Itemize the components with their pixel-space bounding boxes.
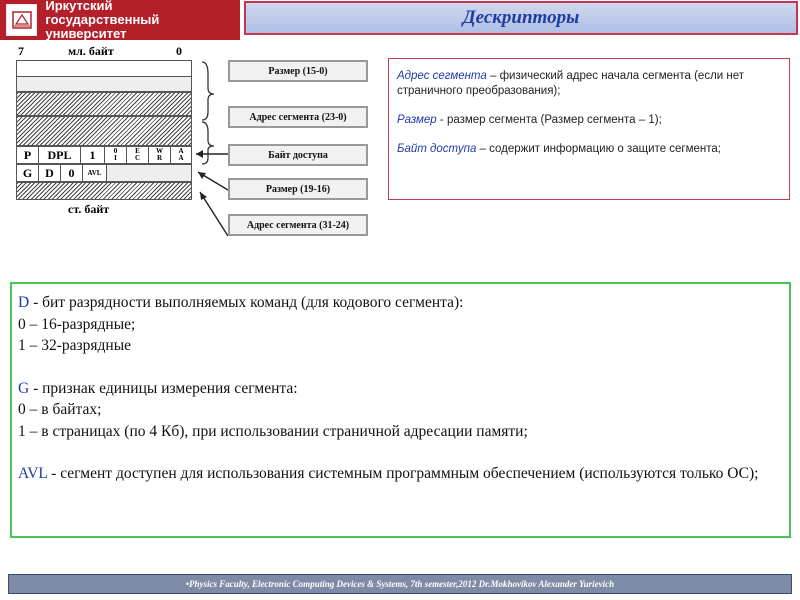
flags-row: [16, 164, 192, 182]
field-address-31-24: Адрес сегмента (31-24): [228, 214, 368, 236]
d-bit: D: [39, 165, 61, 181]
low-byte-label: мл. байт: [68, 44, 114, 58]
field-address-23-0: Адрес сегмента (23-0): [228, 106, 368, 128]
bracket-left-upper: [202, 62, 214, 120]
d-value-1: 1 – 32-разрядные: [18, 337, 132, 354]
university-name-line1: Иркутский: [45, 0, 113, 13]
type-bit-w-r: W R: [149, 147, 171, 163]
footer-text: •Physics Faculty, Electronic Computing Devices & Systems, 7th semester,2012 Dr.Mokhovikov Alexander Yurievich: [185, 579, 615, 589]
footer: [8, 574, 792, 594]
page-title: Дескрипторы: [462, 7, 580, 28]
university-name: [45, 0, 240, 41]
field-access-byte: Байт доступа: [228, 144, 368, 166]
university-emblem-icon: [6, 4, 37, 36]
descriptor-row-2: [16, 76, 192, 92]
g-bit: G: [17, 165, 39, 181]
university-name-line2: государственный университет: [45, 12, 160, 41]
avl-definition: AVL - сегмент доступен для использования системным программным обеспечением (используются только ОС);: [18, 465, 759, 482]
arrow-address-high: [200, 192, 228, 236]
type-bit-0-i: 0 I: [105, 147, 127, 163]
d-value-0: 0 – 16-разрядные;: [18, 315, 136, 333]
descriptor-row-7: [16, 182, 192, 200]
size-19-16-bits: [107, 165, 191, 181]
bit-index-left: 7: [18, 44, 24, 58]
description-address: Адрес сегмента – физический адрес начала сегмента (если нет страничного преобразования);: [397, 70, 745, 97]
descriptor-diagram: [12, 44, 372, 244]
d-definition: D - бит разрядности выполняемых команд (для кодового сегмента):: [18, 294, 464, 311]
descriptor-row-1: [16, 60, 192, 76]
g-definition: G - признак единицы измерения сегмента:: [18, 379, 298, 397]
university-logo-bar: [0, 0, 240, 40]
brackets-and-arrows: [192, 60, 232, 250]
g-value-1: 1 – в страницах (по 4 Кб), при использовании страничной адресации памяти;: [18, 422, 528, 440]
bracket-left-lower: [202, 122, 214, 164]
arrow-access-byte-head: [196, 150, 203, 158]
p-bit: P: [17, 147, 39, 163]
type-bit-e-c: E C: [127, 147, 149, 163]
s-bit: 1: [81, 147, 105, 163]
field-size-15-0: Размер (15-0): [228, 60, 368, 82]
access-byte-row: [16, 146, 192, 164]
high-byte-label: ст. байт: [68, 202, 110, 216]
field-size-19-16: Размер (19-16): [228, 178, 368, 200]
avl-bit: AVL: [83, 165, 107, 181]
main-text-box: [10, 282, 791, 538]
description-access-byte: Байт доступа – содержит информацию о защите сегмента;: [397, 143, 722, 155]
description-box: [388, 58, 790, 200]
descriptor-row-4: [16, 116, 192, 146]
descriptor-row-3: [16, 92, 192, 116]
bit-index-right: 0: [176, 44, 182, 58]
zero-bit: 0: [61, 165, 83, 181]
description-size: Размер - размер сегмента (Размер сегмента – 1);: [397, 114, 662, 126]
type-bit-a: A A: [178, 147, 184, 162]
dpl-bits: DPL: [39, 147, 81, 163]
g-value-0: 0 – в байтах;: [18, 401, 102, 418]
title-bar: [244, 1, 798, 35]
